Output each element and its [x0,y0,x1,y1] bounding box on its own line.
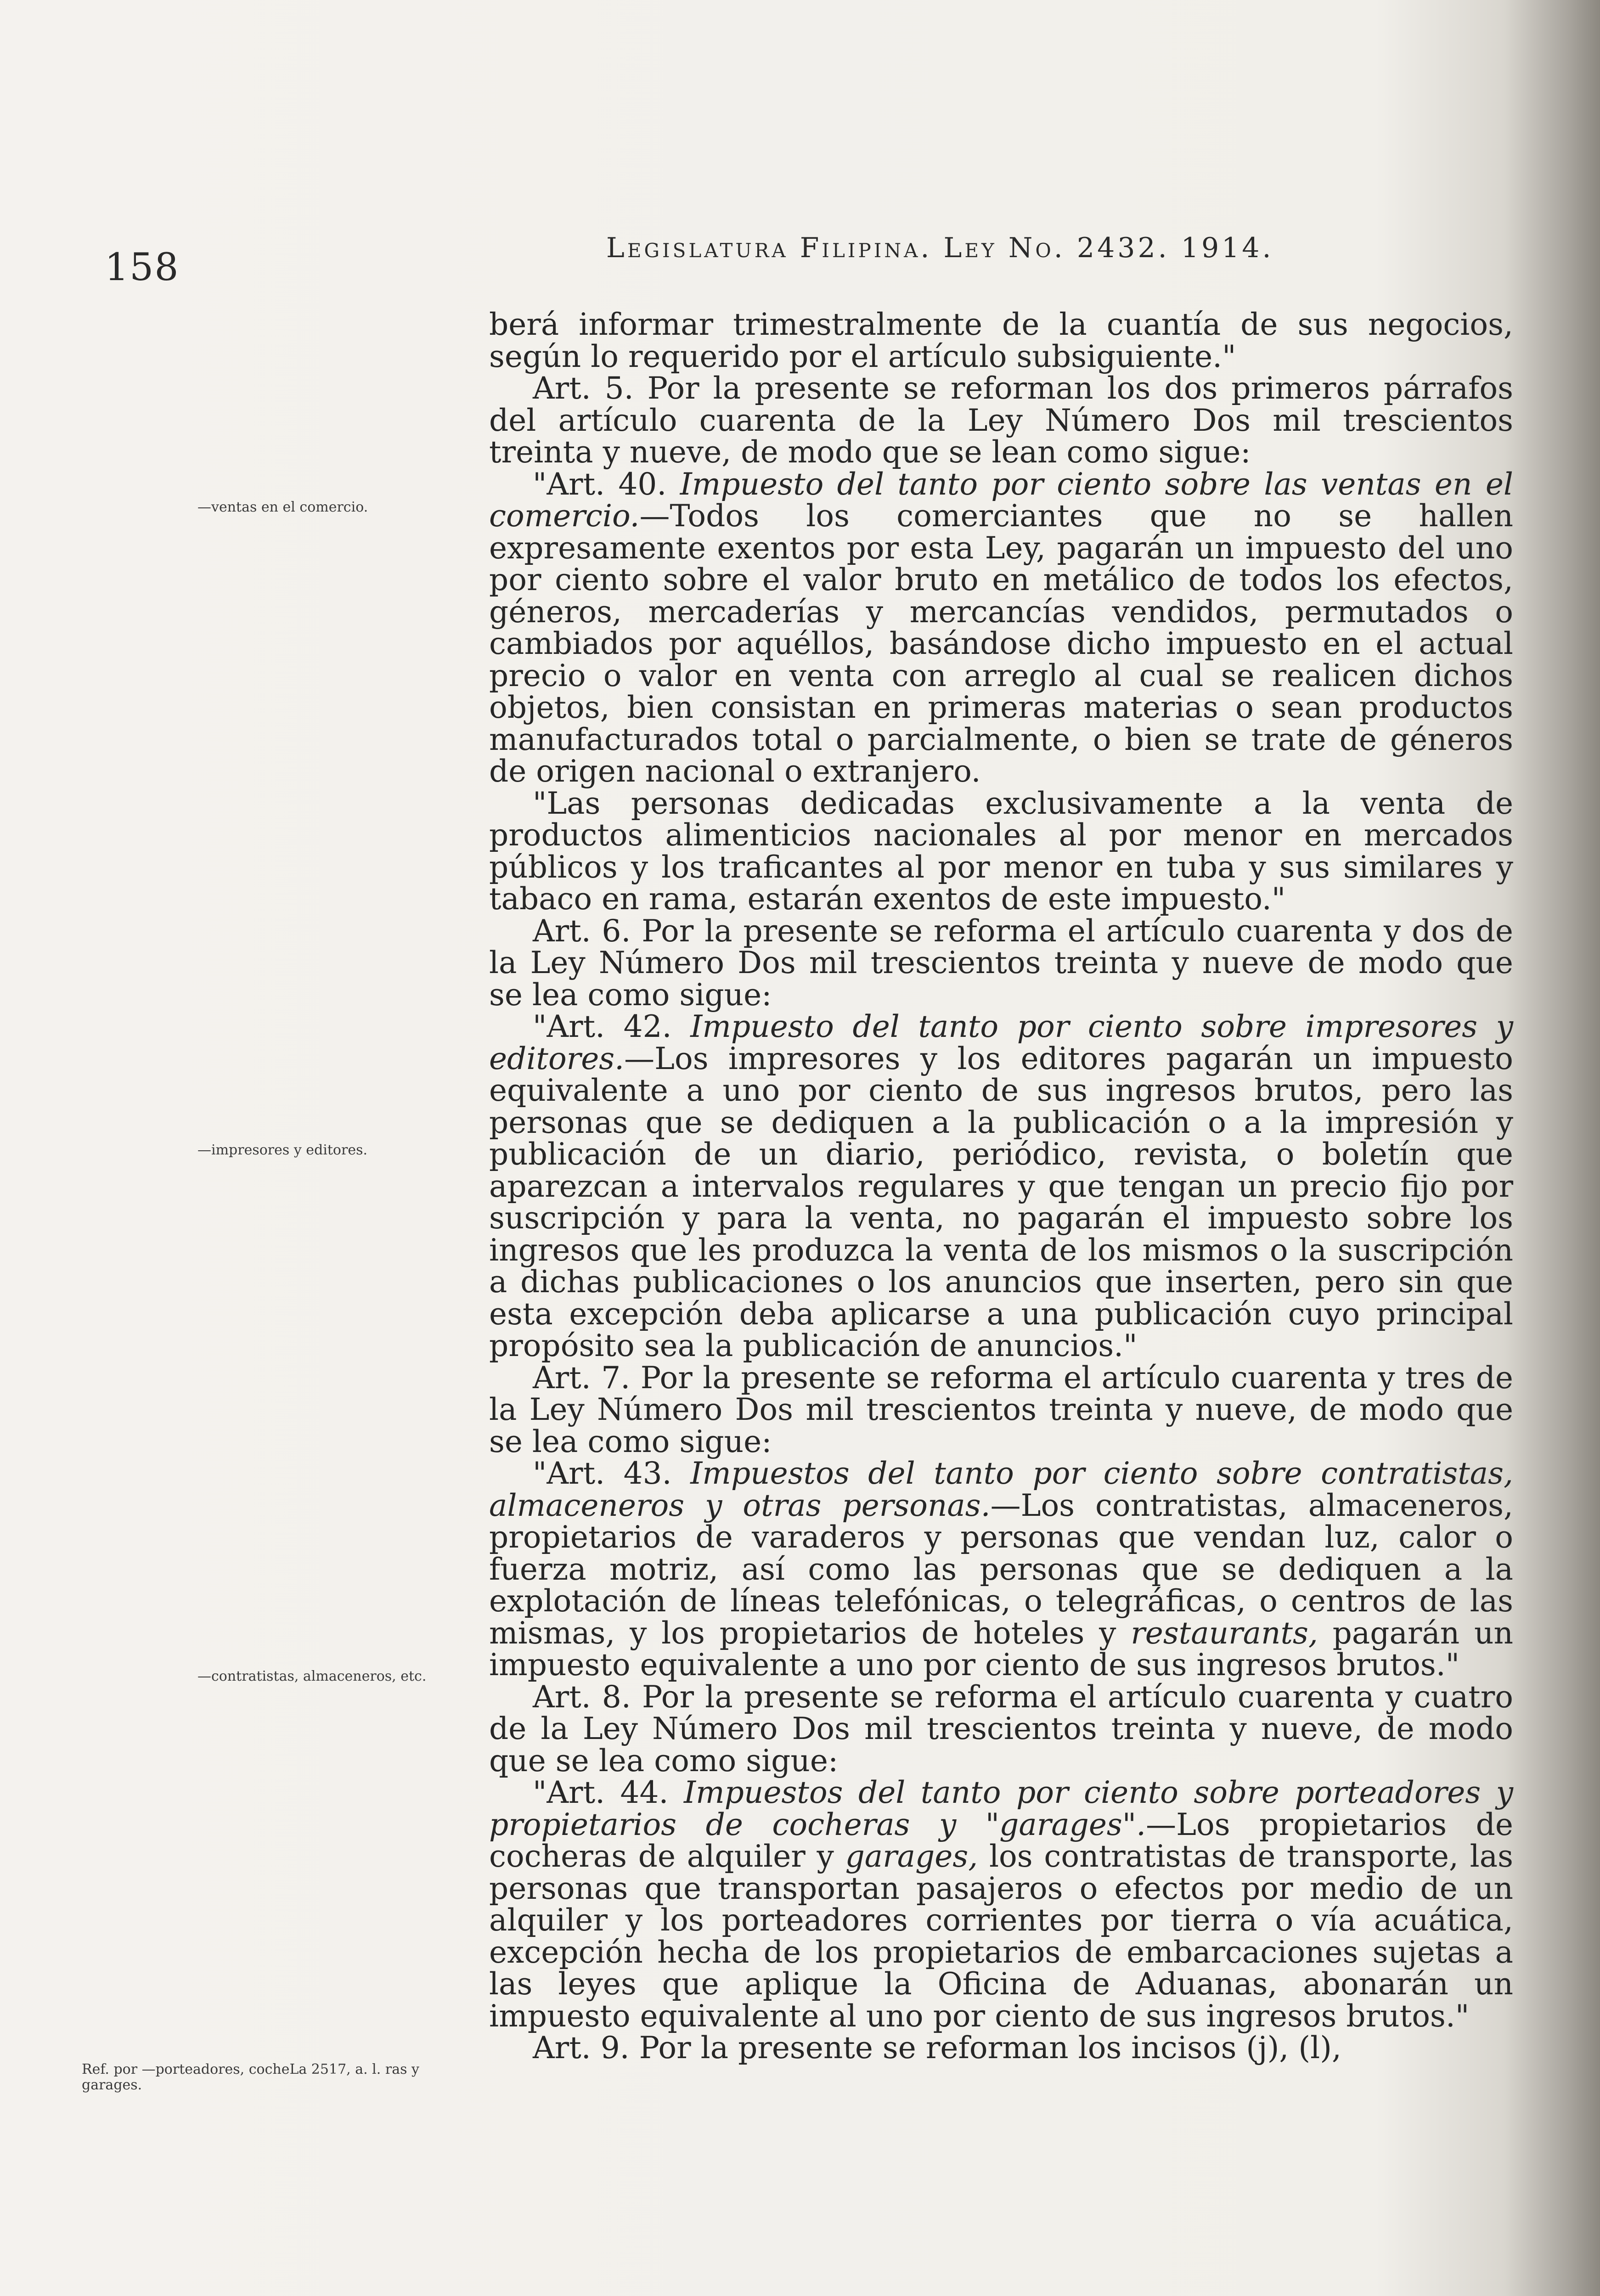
article-body-end: pagarán un impuesto equivalente a uno por ciento de sus ingresos brutos." [489,1615,1513,1683]
paragraph-art-43 [489,1458,1513,1681]
article-number: "Art. 43. [533,1456,672,1491]
article-number: "Art. 42. [533,1009,672,1044]
page-number: 158 [105,246,180,289]
sidenote-contratistas: —contratistas, almaceneros, etc. [197,1668,427,1684]
article-body: —Los contratistas, almaceneros, propietarios de varaderos y personas que vendan luz, calor o fuerza motriz, así como las personas que se dediquen a la explotación de líneas telefónicas, o telegráficas, o centros de las mismas, y los propietarios de hoteles y [489,1487,1513,1651]
paragraph-art-9: Art. 9. Por la presente se reforman los incisos (j), (l), [533,2030,1341,2065]
paragraph-art-5: Art. 5. Por la presente se reforman los dos primeros párrafos del artículo cuarenta de la Ley Número Dos mil trescientos treinta y nueve, de modo que se lean como sigue: [489,371,1513,470]
article-title: Impuesto del tanto por ciento sobre impresores y editores. [489,1009,1514,1076]
paragraph-art-42 [489,1011,1513,1362]
article-body: —Los propietarios de cocheras de alquiler y [489,1806,1513,1874]
paragraph-art-6: Art. 6. Por la presente se reforma el artículo cuarenta y dos de la Ley Número Dos mil trescientos treinta y nueve de modo que se lea como sigue: [489,913,1513,1013]
paragraph-exemptions: "Las personas dedicadas exclusivamente a la venta de productos alimenticios nacionales al por menor en mercados públicos y los traficantes al por menor en tuba y sus similares y tabaco en rama, estarán exentos de este impuesto." [489,785,1513,917]
article-body: —Los impresores y los editores pagarán un impuesto equivalente a uno por ciento de sus ingresos brutos, pero las personas que se dediquen a la publicación o a la impresión y publicación de un diario, periódico, revista, o boletín que aparezcan a intervalos regulares y que tengan un precio fijo por suscripción y para la venta, no pagarán el impuesto sobre los ingresos que les produzca la venta de los mismos o la suscripción a dichas publicaciones o los anuncios que inserten, pero sin que esta excepción deba aplicarse a una publicación cuyo principal propósito sea la publicación de anuncios." [489,1041,1513,1363]
paragraph-art-44 [489,1777,1513,2032]
article-italic-term: garages, [845,1839,978,1874]
article-italic-term: restaurants, [1131,1615,1318,1651]
running-head: Legislatura Filipina. Ley No. 2432. 1914. [606,232,1274,264]
sidenote-porteadores: Ref. por —porteadores, cocheLa 2517, a. l. ras y garages. [82,2061,419,2093]
sidenote-impresores: —impresores y editores. [197,1142,368,1158]
article-number: "Art. 40. [533,466,667,502]
body-text [489,309,1513,2064]
paragraph-art-40 [489,468,1513,788]
article-title: Impuesto del tanto por ciento sobre las ventas en el comercio. [489,466,1514,534]
paragraph-art-7: Art. 7. Por la presente se reforma el artículo cuarenta y tres de la Ley Número Dos mil trescientos treinta y nueve, de modo que se lea como sigue: [489,1360,1513,1459]
article-body-end: los contratistas de transporte, las personas que transportan pasajeros o efectos por medio de un alquiler y los porteadores corrientes por tierra o vía acuática, excepción hecha de los propietarios de embarcaciones sujetas a las leyes que aplique la Oficina de Aduanas, abonarán un impuesto equivalente al uno por ciento de sus ingresos brutos." [489,1839,1513,2034]
article-number: "Art. 44. [533,1775,669,1810]
paragraph-continuation: berá informar trimestralmente de la cuantía de sus negocios, según lo requerido por el artículo subsiguiente." [489,307,1513,374]
paragraph-art-8: Art. 8. Por la presente se reforma el artículo cuarenta y cuatro de la Ley Número Dos mil trescientos treinta y nueve, de modo que se lea como sigue: [489,1679,1513,1778]
article-title: Impuestos del tanto por ciento sobre contratistas, almaceneros y otras personas. [489,1456,1514,1523]
article-body: —Todos los comerciantes que no se hallen expresamente exentos por esta Ley, pagarán un impuesto del uno por ciento sobre el valor bruto en metálico de todos los efectos, géneros, mercaderías y mercancías vendidos, permutados o cambiados por aquéllos, basándose dicho impuesto en el actual precio o valor en venta con arreglo al cual se realicen dichos objetos, bien consistan en primeras materias o sean productos manufacturados total o parcialmente, o bien se trate de géneros de origen nacional o extranjero. [489,498,1513,789]
sidenote-ventas: —ventas en el comercio. [197,499,368,515]
article-title: Impuestos del tanto por ciento sobre porteadores y propietarios de cocheras y "garages". [489,1775,1513,1842]
